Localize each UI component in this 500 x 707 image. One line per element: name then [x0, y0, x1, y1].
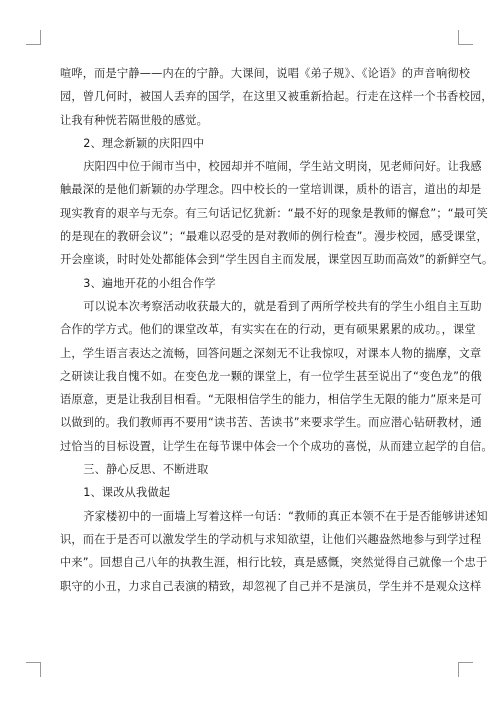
paragraph-line: 过恰当的目标设置，让学生在每节课中体会一个个成功的喜悦，从而建立起学的自信。 — [60, 439, 493, 453]
paragraph-line: 语原意，更是让我刮目相看。“无限相信学生的能力，相信学生无限的能力”原来是可 — [60, 393, 482, 407]
paragraph-line: 让我有种恍若隔世般的感觉。 — [60, 113, 209, 127]
paragraph-line: 上，学生语言表达之流畅，回答问题之深刻无不让我惊叹，对课本人物的揣摩，文章 — [60, 346, 482, 360]
paragraph-line: 识，而在于是否可以激发学生的学动机与求知欲望，让他们兴趣盎然地参与到学过程 — [60, 532, 482, 546]
paragraph-line: 庆阳四中位于闹市当中，校园却并不喧闹，学生站文明岗，见老师问好。让我感 — [83, 160, 482, 174]
crop-mark-bottom-right — [458, 662, 473, 677]
section-heading: 三、静心反思、不断进取 — [83, 463, 209, 477]
section-heading: 3、遍地开花的小组合作学 — [83, 276, 216, 290]
crop-mark-top-right — [458, 30, 473, 45]
section-heading: 1、课改从我做起 — [83, 486, 171, 500]
paragraph-line: 现实教育的艰辛与无奈。有三句话记忆犹新：“最不好的现象是教师的懈怠”；“最可笑 — [60, 206, 488, 220]
paragraph-line: 齐家楼初中的一面墙上写着这样一句话：“教师的真正本领不在于是否能够讲述知 — [83, 509, 488, 523]
section-heading: 2、理念新颖的庆阳四中 — [83, 136, 205, 150]
paragraph-line: 的是现在的教研会议”；“最难以忍受的是对教师的例行检查”。漫步校园，感受课堂， — [60, 230, 488, 244]
crop-mark-top-left — [26, 30, 41, 45]
paragraph-line: 中来”。回想自己八年的执教生涯，相行比较，真是感慨，突然觉得自己就像一个忠于 — [60, 556, 488, 570]
paragraph-line: 园，曾几何时，被国人丢弃的国学，在这里又被重新拾起。行走在这样一个书香校园， — [60, 90, 493, 104]
document-body — [60, 62, 494, 598]
paragraph-line: 之研读让我自愧不如。在变色龙一颗的课堂上，有一位学生甚至说出了“变色龙”的俄 — [60, 369, 482, 383]
crop-mark-bottom-left — [26, 662, 41, 677]
paragraph-line: 触最深的是他们新颖的办学理念。四中校长的一堂培训课，质朴的语言，道出的却是 — [60, 183, 482, 197]
paragraph-line: 以做到的。我们教师再不要用“读书苦、苦读书”来要求学生。而应潜心钻研教材，通 — [60, 416, 482, 430]
paragraph-line: 开会座谈，时时处处都能体会到“学生因自主而发展，课堂因互助而高效”的新鲜空气。 — [60, 253, 494, 267]
paragraph-line: 职守的小丑，力求自己表演的精致，却忽视了自己并不是演员，学生并不是观众这样 — [60, 579, 482, 593]
paragraph-line: 合作的学方式。他们的课堂改革，有实实在在的行动，更有硕果累累的成功。，课堂 — [60, 323, 476, 337]
paragraph-line: 喧哗，而是宁静——内在的宁静。大课间，说唱《弟子规》、《论语》的声音响彻校 — [60, 67, 471, 80]
paragraph-line: 可以说本次考察活动收获最大的，就是看到了两所学校共有的学生小组自主互助 — [83, 299, 482, 313]
